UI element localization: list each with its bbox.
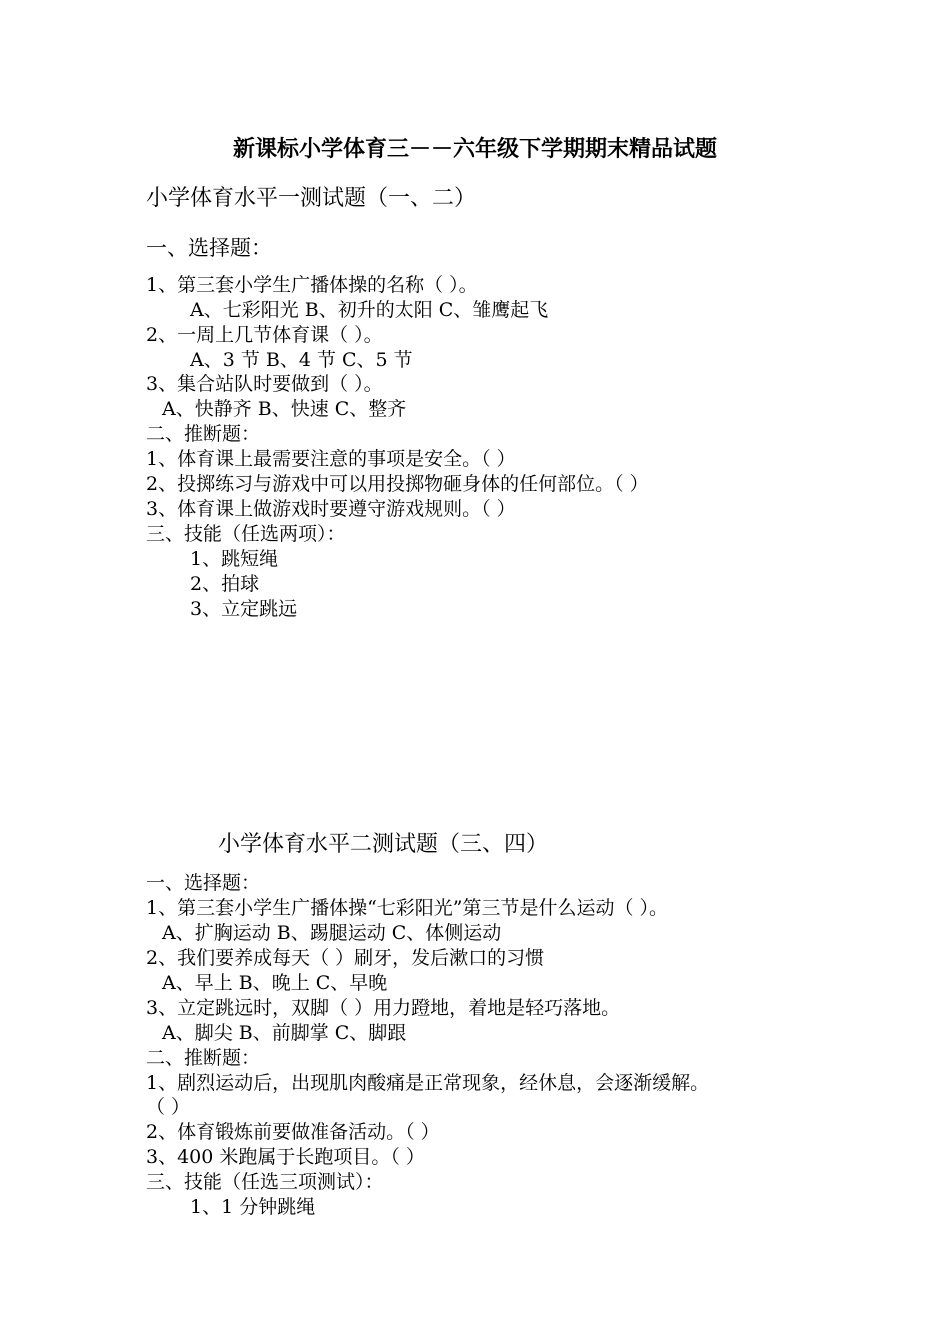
test1-skill-1: 1、跳短绳 xyxy=(190,548,279,570)
test1-section-choice: 一、选择题： xyxy=(146,236,272,260)
test1-judgment-2: 2、投掷练习与游戏中可以用投掷物砸身体的任何部位。（ ） xyxy=(146,473,649,495)
test1-section-judgment: 二、推断题： xyxy=(146,423,261,445)
test1-question-3: 3、集合站队时要做到（ ）。 xyxy=(146,373,383,395)
test1-skill-2: 2、拍球 xyxy=(190,573,260,595)
test2-question-3: 3、立定跳远时，双脚（ ）用力蹬地，着地是轻巧落地。 xyxy=(146,997,621,1019)
test2-question-1-options: A、扩胸运动 B、踢腿运动 C、体侧运动 xyxy=(162,922,502,944)
test2-judgment-3: 3、400 米跑属于长跑项目。（ ） xyxy=(146,1146,425,1168)
test2-section-choice: 一、选择题： xyxy=(146,872,261,894)
test2-skill-1: 1、1 分钟跳绳 xyxy=(190,1196,316,1218)
test1-section-skills: 三、技能（任选两项）： xyxy=(146,523,346,545)
test2-judgment-1: 1、剧烈运动后，出现肌肉酸痛是正常现象，经休息，会逐渐缓解。 xyxy=(146,1072,710,1094)
test1-judgment-3: 3、体育课上做游戏时要遵守游戏规则。（ ） xyxy=(146,498,516,520)
test1-question-3-options: A、快静齐 B、快速 C、整齐 xyxy=(162,398,407,420)
test1-title: 小学体育水平一测试题（一、二） xyxy=(146,186,477,211)
test2-title: 小学体育水平二测试题（三、四） xyxy=(218,832,549,857)
test1-question-2: 2、一周上几节体育课（ ）。 xyxy=(146,324,383,346)
document-title: 新课标小学体育三－－六年级下学期期末精品试题 xyxy=(232,136,717,162)
test2-question-2-options: A、早上 B、晚上 C、早晚 xyxy=(162,972,388,994)
test2-question-3-options: A、脚尖 B、前脚掌 C、脚跟 xyxy=(162,1022,407,1044)
test1-question-1: 1、第三套小学生广播体操的名称（ ）。 xyxy=(146,274,478,296)
test2-judgment-1-blank: （ ） xyxy=(146,1096,191,1118)
test1-skill-3: 3、立定跳远 xyxy=(190,598,298,620)
test2-judgment-2: 2、体育锻炼前要做准备活动。（ ） xyxy=(146,1121,440,1143)
test2-section-judgment: 二、推断题： xyxy=(146,1047,261,1069)
test1-judgment-1: 1、体育课上最需要注意的事项是安全。（ ） xyxy=(146,448,516,470)
test2-section-skills: 三、技能（任选三项测试）： xyxy=(146,1171,384,1193)
test2-question-1: 1、第三套小学生广播体操“七彩阳光”第三节是什么运动（ ）。 xyxy=(146,897,669,919)
test1-question-1-options: A、七彩阳光 B、初升的太阳 C、雏鹰起飞 xyxy=(190,299,549,321)
test2-question-2: 2、我们要养成每天（ ）刷牙，发后漱口的习惯 xyxy=(146,947,545,969)
test1-question-2-options: A、3 节 B、4 节 C、5 节 xyxy=(190,349,413,371)
